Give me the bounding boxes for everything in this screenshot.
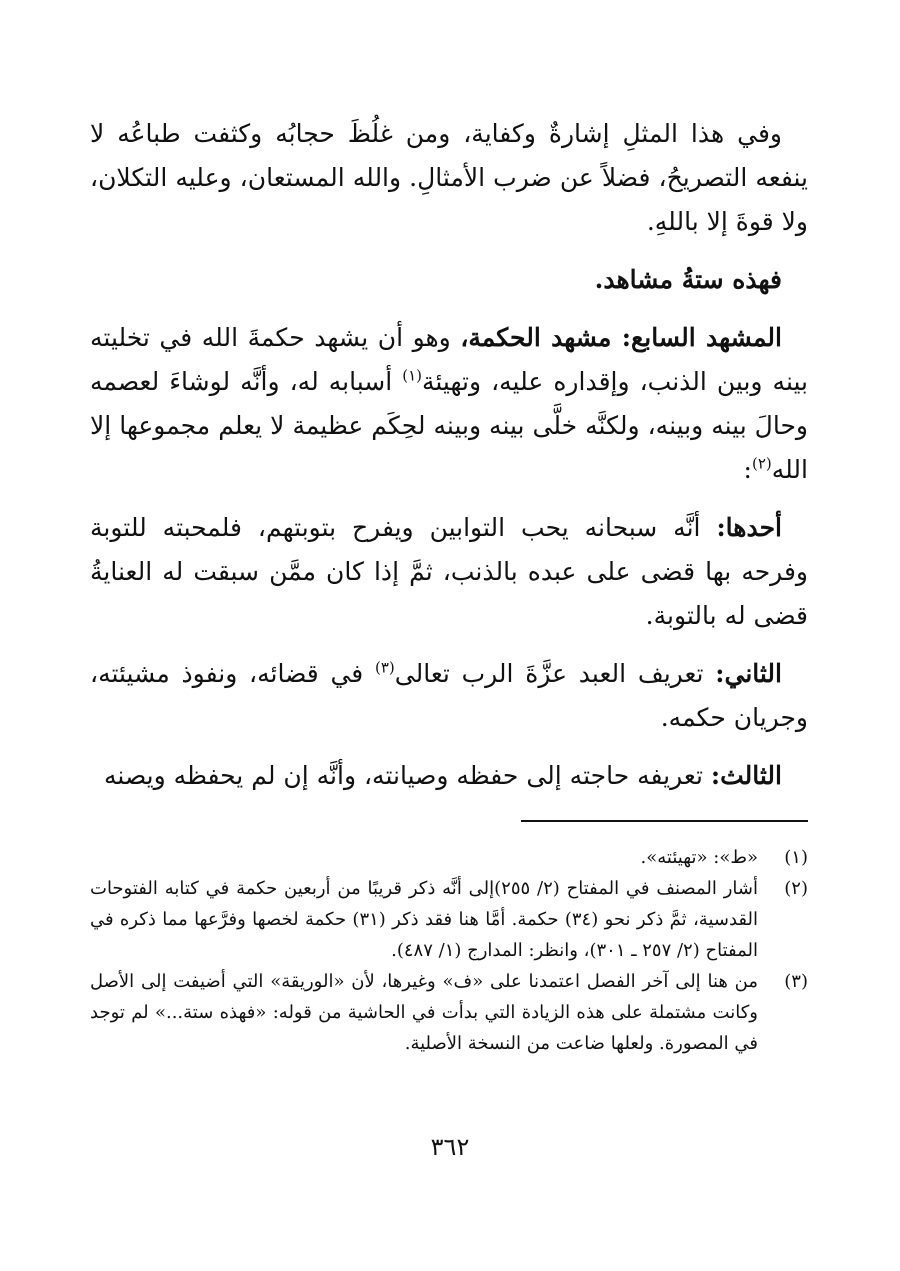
footnote-ref-2[interactable]: (٢) xyxy=(751,454,772,473)
footnote-separator xyxy=(521,820,808,822)
main-text xyxy=(90,112,808,798)
third-wisdom-heading: الثالث: xyxy=(710,761,782,790)
first-wisdom-heading: أحدها: xyxy=(716,513,782,542)
footnote-3 xyxy=(90,966,808,1059)
paragraph-first-wisdom xyxy=(90,506,808,638)
footnotes xyxy=(90,842,808,1059)
second-wisdom-text-b: في قضائه، ونفوذ مشيئته، وجريان حكمه. xyxy=(90,659,808,732)
paragraph-intro xyxy=(90,112,808,244)
footnote-text: من هنا إلى آخر الفصل اعتمدنا على «ف» وغيرها، لأن «الوريقة» التي أضيفت إلى الأصل وكانت مشتملة على هذه الزيادة التي بدأت في الحاشية من قوله: «فهذه ستة...» لم توجد في المصورة. ولعلها ضاعت من النسخة الأصلية. xyxy=(90,971,758,1054)
paragraph-third-wisdom xyxy=(90,754,808,798)
seventh-scene-heading: المشهد السابع: مشهد الحكمة، xyxy=(460,323,782,352)
paragraph-seventh-scene xyxy=(90,316,808,492)
footnote-ref-3[interactable]: (٣) xyxy=(374,658,395,677)
footnote-2 xyxy=(90,873,808,966)
seventh-scene-text-a: وهو أن يشهد حكمةَ الله في تخليته بينه وبين الذنب، وإقداره عليه، وتهيئة xyxy=(90,323,809,396)
second-wisdom-heading: الثاني: xyxy=(715,659,782,688)
paragraph-six-scenes xyxy=(90,258,808,302)
paragraph-intro-text: وفي هذا المثلِ إشارةٌ وكفاية، ومن غلُظَ حجابُه وكثفت طباعُه لا ينفعه التصريحُ، فضلاً عن ضرب الأمثالِ. والله المستعان، وعليه التكلان، ولا قوةَ إلا باللهِ. xyxy=(90,119,808,236)
footnote-number: (٢) xyxy=(784,878,808,899)
seventh-scene-text-c: : xyxy=(743,455,752,484)
footnote-ref-1[interactable]: (١) xyxy=(402,366,422,385)
seventh-scene-text-b: أسبابه له، وأنَّه لوشاءَ لعصمه وحالَ بينه وبينه، ولكنَّه خلَّى بينه وبينه لحِكَم عظيمة لا يعلم مجموعها إلا الله xyxy=(90,367,808,484)
footnote-number: (١) xyxy=(784,847,808,868)
page-number: ٣٦٢ xyxy=(430,1133,470,1161)
first-wisdom-text: أنَّه سبحانه يحب التوابين ويفرح بتوبتهم، فلمحبته للتوبة وفرحه بها قضى على عبده بالذنب، ثمَّ إذا كان ممَّن سبقت له العنايةُ قضى له بالتوبة. xyxy=(90,513,808,630)
second-wisdom-text-a: تعريف العبد عزَّةَ الرب تعالى xyxy=(394,659,716,688)
paragraph-second-wisdom xyxy=(90,652,808,740)
footnote-number: (٣) xyxy=(784,971,808,992)
footnote-text: «ط»: «تهيئته». xyxy=(640,847,758,868)
six-scenes-text: فهذه ستةُ مشاهد. xyxy=(594,265,782,294)
third-wisdom-text: تعريفه حاجته إلى حفظه وصيانته، وأنَّه إن لم يحفظه ويصنه xyxy=(104,761,711,790)
footnote-text: أشار المصنف في المفتاح (٢/ ٢٥٥)إلى أنَّه ذكر قريبًا من أربعين حكمة في كتابه الفتوحات القدسية، ثمَّ ذكر نحو (٣٤) حكمة. أمَّا هنا فقد ذكر (٣١) حكمة لخصها وفرَّعها مما ذكره في المفتاح (٢/ ٢٥٧ ـ ٣٠١)، وانظر: المدارج (١/ ٤٨٧). xyxy=(90,878,759,961)
footnote-1 xyxy=(90,842,808,873)
